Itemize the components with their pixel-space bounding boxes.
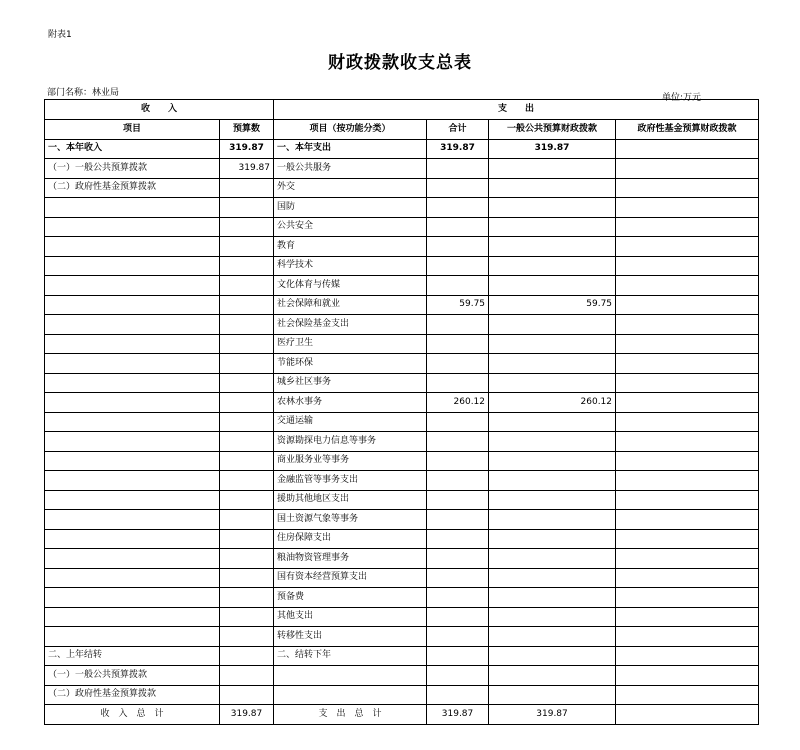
fund-budget-cell <box>616 373 759 393</box>
table-row <box>45 627 759 647</box>
income-item-cell <box>45 607 220 627</box>
income-value-cell <box>220 588 274 608</box>
general-budget-cell <box>489 607 616 627</box>
income-value-cell <box>220 198 274 218</box>
general-budget-cell <box>489 315 616 335</box>
expense-item-cell: 国土资源气象等事务 <box>274 510 427 530</box>
income-value-cell <box>220 607 274 627</box>
income-value-cell <box>220 490 274 510</box>
total-cell <box>427 451 489 471</box>
expense-item-cell: 科学技术 <box>274 256 427 276</box>
income-item-cell: 一、本年收入 <box>45 139 220 159</box>
table-row <box>45 490 759 510</box>
fund-budget-cell <box>616 354 759 374</box>
expense-item-cell: 其他支出 <box>274 607 427 627</box>
expense-item-cell: 金融监管等事务支出 <box>274 471 427 491</box>
expense-item-cell: 医疗卫生 <box>274 334 427 354</box>
expense-item-cell: 一般公共服务 <box>274 159 427 179</box>
table-row <box>45 666 759 686</box>
expense-item-cell: 节能环保 <box>274 354 427 374</box>
income-item-cell <box>45 490 220 510</box>
header-expense: 支 出 <box>274 100 759 120</box>
income-item-cell <box>45 451 220 471</box>
expense-item-cell: 商业服务业等事务 <box>274 451 427 471</box>
total-cell <box>427 607 489 627</box>
income-value-cell <box>220 334 274 354</box>
income-item-cell <box>45 412 220 432</box>
general-budget-cell: 319.87 <box>489 705 616 725</box>
general-budget-cell <box>489 159 616 179</box>
total-cell <box>427 627 489 647</box>
income-item-cell <box>45 256 220 276</box>
table-row <box>45 510 759 530</box>
general-budget-cell <box>489 178 616 198</box>
income-value-cell <box>220 666 274 686</box>
general-budget-cell <box>489 646 616 666</box>
general-budget-cell: 260.12 <box>489 393 616 413</box>
table-row <box>45 295 759 315</box>
fund-budget-cell <box>616 607 759 627</box>
general-budget-cell <box>489 685 616 705</box>
fund-budget-cell <box>616 588 759 608</box>
income-item-cell: （二）政府性基金预算拨款 <box>45 685 220 705</box>
expense-item-cell: 社会保险基金支出 <box>274 315 427 335</box>
general-budget-cell <box>489 549 616 569</box>
income-item-cell <box>45 373 220 393</box>
table-row <box>45 217 759 237</box>
income-value-cell <box>220 393 274 413</box>
income-item-cell <box>45 334 220 354</box>
income-value-cell <box>220 256 274 276</box>
income-value-cell: 319.87 <box>220 139 274 159</box>
fund-budget-cell <box>616 295 759 315</box>
total-cell: 319.87 <box>427 705 489 725</box>
table-row <box>45 373 759 393</box>
attachment-label: 附表1 <box>48 30 72 40</box>
table-body <box>45 100 759 725</box>
income-item-cell <box>45 237 220 257</box>
total-cell: 59.75 <box>427 295 489 315</box>
table-row <box>45 451 759 471</box>
general-budget-cell <box>489 490 616 510</box>
income-value-cell <box>220 646 274 666</box>
expense-item-cell: 国有资本经营预算支出 <box>274 568 427 588</box>
table-row <box>45 139 759 159</box>
expense-item-cell <box>274 666 427 686</box>
income-value-cell: 319.87 <box>220 705 274 725</box>
table-row <box>45 568 759 588</box>
fund-budget-cell <box>616 334 759 354</box>
expense-item-cell: 社会保障和就业 <box>274 295 427 315</box>
total-cell <box>427 178 489 198</box>
general-budget-cell <box>489 588 616 608</box>
expense-item-cell: 教育 <box>274 237 427 257</box>
expense-item-cell: 农林水事务 <box>274 393 427 413</box>
table-row <box>45 393 759 413</box>
income-item-cell <box>45 217 220 237</box>
header-fund-budget: 政府性基金预算财政拨款 <box>616 120 759 140</box>
fund-budget-cell <box>616 139 759 159</box>
income-value-cell <box>220 685 274 705</box>
fund-budget-cell <box>616 237 759 257</box>
budget-table <box>44 99 759 725</box>
total-cell <box>427 490 489 510</box>
fund-budget-cell <box>616 198 759 218</box>
fund-budget-cell <box>616 627 759 647</box>
income-value-cell <box>220 237 274 257</box>
general-budget-cell <box>489 217 616 237</box>
expense-item-cell: 住房保障支出 <box>274 529 427 549</box>
header-budget: 预算数 <box>220 120 274 140</box>
expense-item-cell: 粮油物资管理事务 <box>274 549 427 569</box>
expense-item-cell: 支 出 总 计 <box>274 705 427 725</box>
table-row <box>45 607 759 627</box>
table-row <box>45 237 759 257</box>
total-cell <box>427 432 489 452</box>
expense-item-cell: 外交 <box>274 178 427 198</box>
table-row <box>45 432 759 452</box>
total-cell <box>427 217 489 237</box>
fund-budget-cell <box>616 471 759 491</box>
general-budget-cell <box>489 373 616 393</box>
header-total: 合计 <box>427 120 489 140</box>
total-cell <box>427 198 489 218</box>
income-item-cell <box>45 471 220 491</box>
fund-budget-cell <box>616 510 759 530</box>
income-item-cell <box>45 568 220 588</box>
general-budget-cell <box>489 237 616 257</box>
header-item-by-function: 项目（按功能分类） <box>274 120 427 140</box>
income-value-cell <box>220 568 274 588</box>
expense-item-cell: 转移性支出 <box>274 627 427 647</box>
income-item-cell <box>45 529 220 549</box>
income-item-cell <box>45 198 220 218</box>
fund-budget-cell <box>616 159 759 179</box>
income-item-cell <box>45 295 220 315</box>
table-row <box>45 256 759 276</box>
general-budget-cell <box>489 256 616 276</box>
income-item-cell <box>45 354 220 374</box>
income-item-cell <box>45 549 220 569</box>
expense-item-cell: 文化体育与传媒 <box>274 276 427 296</box>
income-value-cell <box>220 276 274 296</box>
income-item-cell: （二）政府性基金预算拨款 <box>45 178 220 198</box>
expense-item-cell: 城乡社区事务 <box>274 373 427 393</box>
table-row <box>45 276 759 296</box>
fund-budget-cell <box>616 393 759 413</box>
header-row-sections <box>45 100 759 120</box>
total-cell <box>427 237 489 257</box>
fund-budget-cell <box>616 549 759 569</box>
table-row <box>45 354 759 374</box>
income-value-cell <box>220 627 274 647</box>
table-row <box>45 412 759 432</box>
income-value-cell <box>220 549 274 569</box>
header-item: 项目 <box>45 120 220 140</box>
general-budget-cell: 59.75 <box>489 295 616 315</box>
general-budget-cell <box>489 666 616 686</box>
expense-item-cell: 公共安全 <box>274 217 427 237</box>
income-value-cell <box>220 178 274 198</box>
expense-item-cell: 援助其他地区支出 <box>274 490 427 510</box>
income-value-cell <box>220 451 274 471</box>
table-row <box>45 159 759 179</box>
general-budget-cell <box>489 529 616 549</box>
total-cell <box>427 471 489 491</box>
fund-budget-cell <box>616 685 759 705</box>
expense-item-cell <box>274 685 427 705</box>
income-value-cell <box>220 529 274 549</box>
table-row <box>45 471 759 491</box>
total-cell <box>427 666 489 686</box>
expense-item-cell: 预备费 <box>274 588 427 608</box>
fund-budget-cell <box>616 529 759 549</box>
total-cell <box>427 549 489 569</box>
total-cell: 260.12 <box>427 393 489 413</box>
general-budget-cell <box>489 627 616 647</box>
header-income: 收 入 <box>45 100 274 120</box>
income-value-cell <box>220 432 274 452</box>
general-budget-cell <box>489 432 616 452</box>
income-item-cell <box>45 627 220 647</box>
department-name: 部门名称：林业局 <box>47 88 120 98</box>
income-item-cell: 收 入 总 计 <box>45 705 220 725</box>
expense-item-cell: 一、本年支出 <box>274 139 427 159</box>
total-cell <box>427 685 489 705</box>
fund-budget-cell <box>616 256 759 276</box>
table-row <box>45 334 759 354</box>
general-budget-cell: 319.87 <box>489 139 616 159</box>
general-budget-cell <box>489 510 616 530</box>
total-cell <box>427 646 489 666</box>
general-budget-cell <box>489 471 616 491</box>
income-value-cell <box>220 510 274 530</box>
expense-item-cell: 交通运输 <box>274 412 427 432</box>
total-cell <box>427 412 489 432</box>
unit-label: 单位:万元 <box>662 93 702 103</box>
fund-budget-cell <box>616 276 759 296</box>
total-cell <box>427 529 489 549</box>
table-row <box>45 588 759 608</box>
income-item-cell <box>45 393 220 413</box>
total-cell <box>427 354 489 374</box>
table-row <box>45 178 759 198</box>
general-budget-cell <box>489 412 616 432</box>
income-value-cell <box>220 315 274 335</box>
income-item-cell: 二、上年结转 <box>45 646 220 666</box>
total-cell <box>427 315 489 335</box>
fund-budget-cell <box>616 568 759 588</box>
total-cell <box>427 510 489 530</box>
fund-budget-cell <box>616 178 759 198</box>
income-item-cell <box>45 588 220 608</box>
income-value-cell <box>220 412 274 432</box>
total-cell <box>427 276 489 296</box>
income-item-cell <box>45 315 220 335</box>
total-cell <box>427 256 489 276</box>
total-cell <box>427 588 489 608</box>
total-cell: 319.87 <box>427 139 489 159</box>
general-budget-cell <box>489 451 616 471</box>
table-row <box>45 685 759 705</box>
total-cell <box>427 568 489 588</box>
income-item-cell: （一）一般公共预算拨款 <box>45 666 220 686</box>
general-budget-cell <box>489 568 616 588</box>
fund-budget-cell <box>616 217 759 237</box>
income-value-cell: 319.87 <box>220 159 274 179</box>
table-row <box>45 549 759 569</box>
income-value-cell <box>220 373 274 393</box>
expense-item-cell: 二、结转下年 <box>274 646 427 666</box>
general-budget-cell <box>489 354 616 374</box>
general-budget-cell <box>489 276 616 296</box>
fund-budget-cell <box>616 705 759 725</box>
table-row <box>45 529 759 549</box>
income-value-cell <box>220 295 274 315</box>
fund-budget-cell <box>616 646 759 666</box>
expense-item-cell: 国防 <box>274 198 427 218</box>
fund-budget-cell <box>616 451 759 471</box>
income-value-cell <box>220 217 274 237</box>
header-general-budget: 一般公共预算财政拨款 <box>489 120 616 140</box>
total-cell <box>427 373 489 393</box>
total-cell <box>427 334 489 354</box>
income-item-cell <box>45 510 220 530</box>
fund-budget-cell <box>616 666 759 686</box>
fund-budget-cell <box>616 490 759 510</box>
general-budget-cell <box>489 198 616 218</box>
total-row <box>45 705 759 725</box>
fund-budget-cell <box>616 315 759 335</box>
total-cell <box>427 159 489 179</box>
fund-budget-cell <box>616 412 759 432</box>
income-item-cell <box>45 276 220 296</box>
header-row-columns <box>45 120 759 140</box>
income-item-cell: （一）一般公共预算拨款 <box>45 159 220 179</box>
page-title: 财政拨款收支总表 <box>328 53 472 73</box>
expense-item-cell: 资源勘探电力信息等事务 <box>274 432 427 452</box>
table-row <box>45 198 759 218</box>
income-value-cell <box>220 354 274 374</box>
income-value-cell <box>220 471 274 491</box>
income-item-cell <box>45 432 220 452</box>
general-budget-cell <box>489 334 616 354</box>
table-row <box>45 315 759 335</box>
fund-budget-cell <box>616 432 759 452</box>
table-row <box>45 646 759 666</box>
